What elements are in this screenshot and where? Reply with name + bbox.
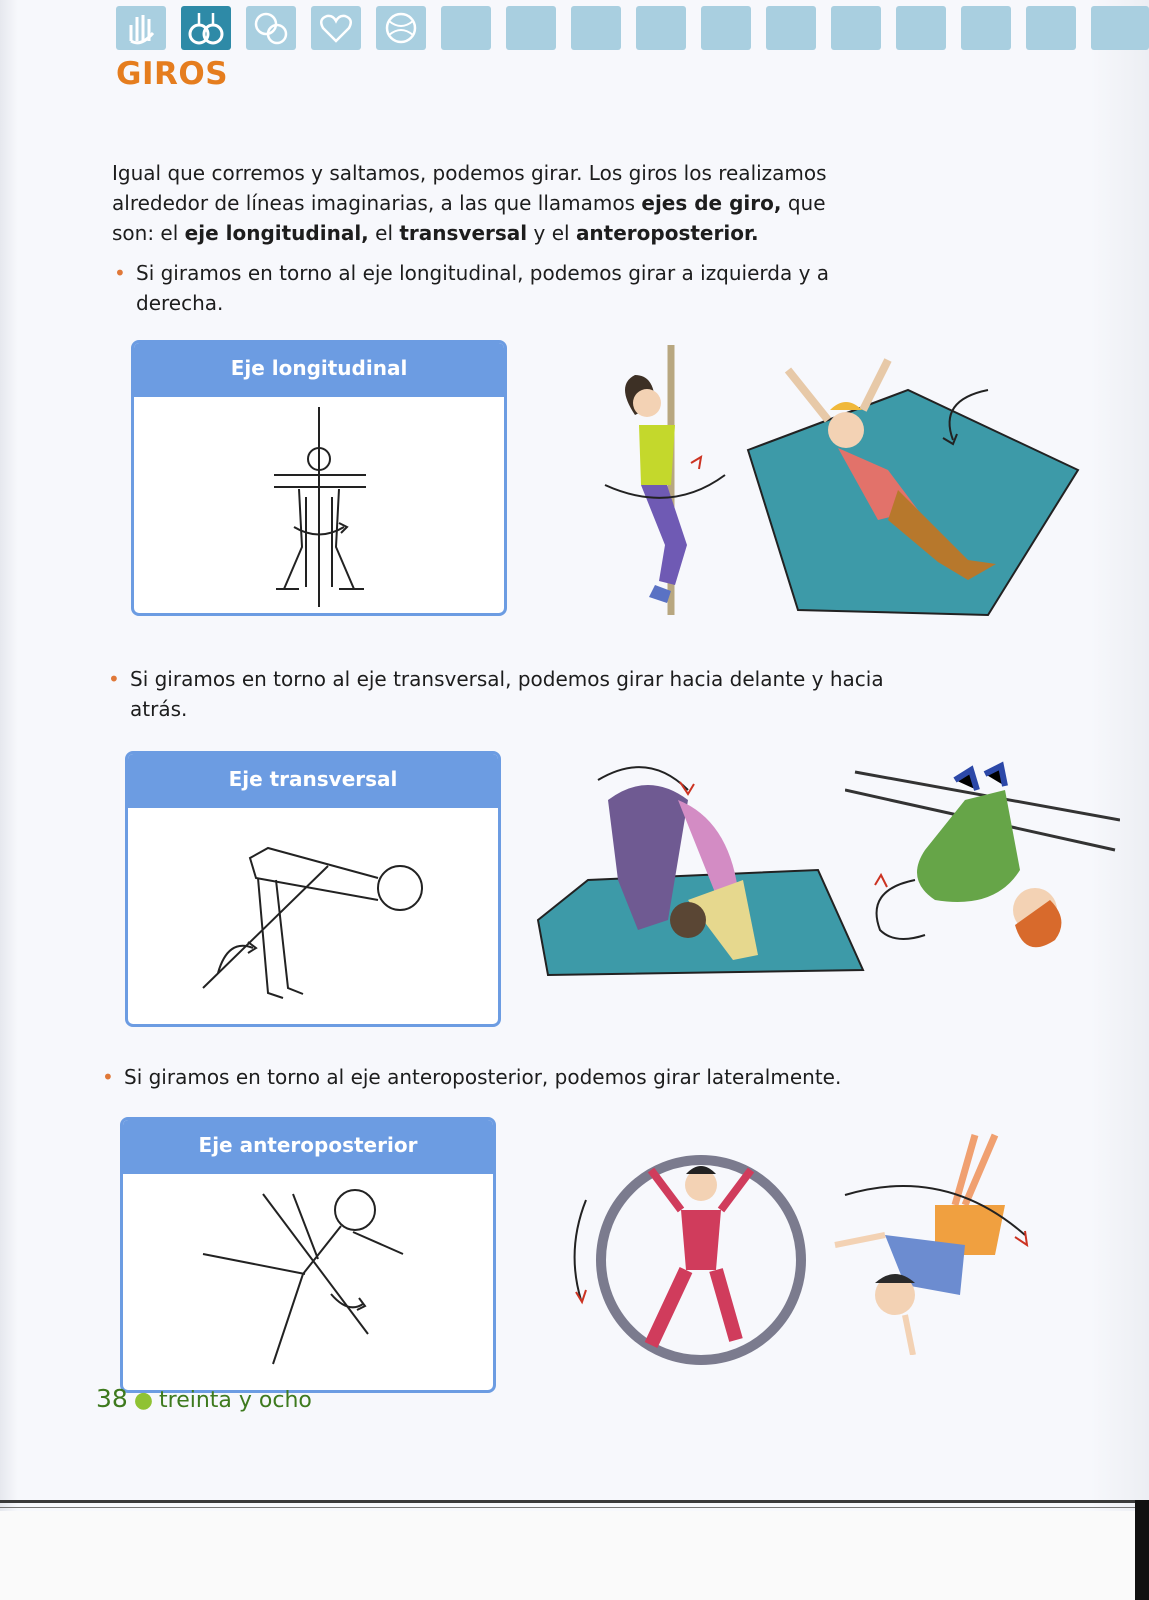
girl-on-bars-illustration	[845, 760, 1120, 960]
ball-icon	[383, 11, 419, 45]
child-cartwheel-illustration	[825, 1125, 1075, 1355]
page-number-words: treinta y ocho	[159, 1388, 312, 1413]
card-eje-anteroposterior	[120, 1117, 496, 1393]
card-eje-longitudinal	[131, 340, 507, 616]
transversal-axis-figure	[128, 808, 498, 1024]
bullet-longitudinal: • Si giramos en torno al eje longitudinal, podemos girar a izquierda y a derecha.	[114, 258, 896, 318]
section-tabs	[52, 6, 1149, 52]
balls-icon	[253, 11, 289, 45]
bottom-rule	[0, 1500, 1149, 1503]
girl-climbing-rope-illustration	[595, 345, 735, 615]
intro-bold-term: anteroposterior.	[575, 221, 759, 245]
intro-text: que son: el	[112, 191, 826, 245]
bullet-transversal: • Si giramos en torno al eje transversal, podemos girar hacia delante y hacia atrás.	[108, 664, 890, 724]
page-number: 38	[96, 1384, 128, 1413]
bottom-rule-thin	[0, 1507, 1149, 1508]
boy-rolling-on-mat-illustration	[738, 350, 1088, 625]
bottom-margin	[0, 1511, 1149, 1600]
tab-balls[interactable]	[246, 6, 296, 50]
longitudinal-axis-figure	[134, 397, 504, 613]
anteroposterior-axis-figure	[123, 1174, 493, 1390]
bullet-anteroposterior: • Si giramos en torno al eje anteroposterior, podemos girar lateralmente.	[102, 1062, 884, 1092]
bullet-dot-icon: ●	[133, 1388, 154, 1413]
intro-text: el	[368, 221, 400, 245]
intro-text: y el	[527, 221, 576, 245]
card-title: Eje transversal	[128, 754, 498, 808]
child-rolling-forward-illustration	[528, 760, 868, 990]
card-title: Eje longitudinal	[134, 343, 504, 397]
card-eje-transversal	[125, 751, 501, 1027]
intro-text: Igual que corremos y saltamos, podemos girar. Los giros los realizamos alrededor de líneas imaginarias, a las que llamamos	[112, 161, 827, 215]
tab-hand[interactable]	[116, 6, 166, 50]
intro-bold-term: eje longitudinal,	[184, 221, 369, 245]
tab-ball[interactable]	[376, 6, 426, 50]
page-footer	[96, 1384, 312, 1413]
intro-bold-term: transversal	[399, 221, 528, 245]
rings-icon	[188, 11, 224, 45]
intro-bold-term: ejes de giro,	[641, 191, 782, 215]
tab-rings[interactable]	[181, 6, 231, 50]
page-title: GIROS	[116, 56, 229, 92]
girl-in-wheel-illustration	[566, 1140, 816, 1380]
card-title: Eje anteroposterior	[123, 1120, 493, 1174]
tab-heart[interactable]	[311, 6, 361, 50]
page-corner-edge	[1135, 1500, 1149, 1600]
heart-icon	[318, 11, 354, 45]
intro-paragraph	[112, 158, 872, 248]
hand-icon	[123, 11, 159, 45]
